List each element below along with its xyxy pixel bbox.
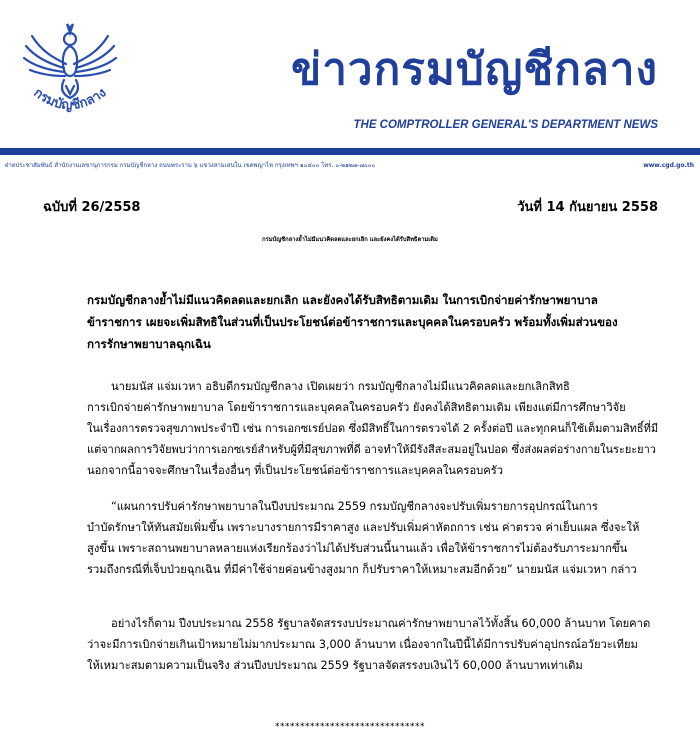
paragraph-line: “แผนการปรับค่ารักษาพยาบาลในปีงบประมาณ 2559 กรมบัญชีกลางจะปรับเพิ่มรายการอุปกรณ์ในการ	[111, 500, 598, 513]
body-paragraph-1	[87, 376, 662, 481]
end-separator: ******************************	[275, 722, 425, 732]
masthead-title: ข่าวกรมบัญชีกลาง	[291, 44, 658, 95]
paragraph-line: แต่จากผลการวิจัยพบว่าการเอกซเรย์สำหรับผู้ที่มีสุขภาพที่ดี อาจทำให้มีรังสีสะสมอยู่ในปอด ซึ่งส่งผลต่อร่างกายในระยะยาว	[87, 443, 656, 456]
paragraph-line: นอกจากนี้อาจจะศึกษาในเรื่องอื่นๆ ที่เป็นประโยชน์ต่อข้าราชการและบุคคลในครอบครัว	[87, 464, 504, 477]
lead-line: กรมบัญชีกลางย้ำไม่มีแนวคิดลดและยกเลิก และยังคงได้รับสิทธิตามเดิม ในการเบิกจ่ายค่ารักษาพยาบาล	[87, 293, 598, 307]
paragraph-line: ว่าจะมีการเบิกจ่ายเกินเป้าหมายไม่มากประมาณ 3,000 ล้านบาท เนื่องจากในปีนี้ได้มีการปรับค่าอุปกรณ์อวัยวะเทียม	[87, 638, 638, 651]
body-paragraph-3	[87, 613, 662, 676]
lead-paragraph	[87, 289, 662, 355]
paragraph-line: การเบิกจ่ายค่ารักษาพยาบาล โดยข้าราชการและบุคคลในครอบครัว ยังคงได้สิทธิตามเดิม เพียงแต่มีการศึกษาวิจัย	[87, 401, 626, 414]
issue-number: ฉบับที่ 26/2558	[43, 200, 141, 215]
lead-line: การรักษาพยาบาลฉุกเฉิน	[87, 337, 211, 351]
paragraph-line: ให้เหมาะสมตามความเป็นจริง ส่วนปีงบประมาณ 2559 รัฐบาลจัดสรรงบเงินไว้ 60,000 ล้านบาทเท่าเดิม	[87, 659, 583, 672]
garuda-emblem-icon	[14, 6, 124, 126]
masthead	[0, 0, 700, 169]
lead-line: ข้าราชการ เผยจะเพิ่มสิทธิในส่วนที่เป็นประโยชน์ต่อข้าราชการและบุคคลในครอบครัว พร้อมทั้งเพิ่มส่วนของ	[87, 315, 618, 329]
contact-address: ฝ่ายประชาสัมพันธ์ สำนักงานเลขานุการกรม กรมบัญชีกลาง ถนนพระราม ๖ แขวงสามเสนใน เขตพญาไท กรุงเทพฯ ๑๐๔๐๐ โทร. ๐-๒๑๒๗-๗๐๐๐	[5, 162, 376, 169]
issue-date: วันที่ 14 กันยายน 2558	[517, 200, 658, 215]
website-link[interactable]: www.cgd.go.th	[643, 162, 694, 169]
masthead-subtitle: THE COMPTROLLER GENERAL'S DEPARTMENT NEWS	[353, 119, 658, 131]
body-paragraph-2	[87, 496, 662, 580]
paragraph-line: รวมถึงกรณีที่เจ็บป่วยฉุกเฉิน ที่มีค่าใช้จ่ายค่อนข้างสูงมาก ก็ปรับราคาให้เหมาะสมอีกด้วย” นายมนัส แจ่มเวหา กล่าว	[87, 563, 637, 576]
paragraph-line: สูงขึ้น เพราะสถานพยาบาลหลายแห่งเรียกร้องว่าไม่ได้ปรับส่วนนี้นานแล้ว เพื่อให้ข้าราชการไม่ต้องรับภาระมากขึ้น	[87, 542, 628, 555]
contact-line	[0, 156, 700, 176]
header-divider-bar	[0, 148, 700, 155]
paragraph-line: บำบัดรักษาให้ทันสมัยเพิ่มขึ้น เพราะบางรายการมีราคาสูง และปรับเพิ่มค่าหัตถการ เช่น ค่าตรวจ ค่าเย็บแผล ซึ่งจะให้	[87, 521, 640, 534]
paragraph-line: ในเรื่องการตรวจสุขภาพประจำปี เช่น การเอกซเรย์ปอด ซึ่งมีสิทธิ์ในการตรวจได้ 2 ครั้งต่อปี และทุกคนก็ใช้เต็มตามสิทธิ์ที่มี	[87, 422, 659, 435]
headline: กรมบัญชีกลางย้ำไม่มีแนวคิดลดและยกเลิก และยังคงได้รับสิทธิตามเดิม	[262, 237, 438, 243]
svg-text:กรมบัญชีกลาง	[31, 85, 110, 113]
paragraph-line: อย่างไรก็ตาม ปีงบประมาณ 2558 รัฐบาลจัดสรรงบประมาณค่ารักษาพยาบาลไว้ทั้งสิ้น 60,000 ล้านบาท โดยคาด	[111, 617, 651, 630]
paragraph-line: นายมนัส แจ่มเวหา อธิบดีกรมบัญชีกลาง เปิดเผยว่า กรมบัญชีกลางไม่มีแนวคิดลดและยกเลิกสิทธิ	[111, 380, 570, 393]
logo-text: กรมบัญชีกลาง	[30, 85, 110, 114]
